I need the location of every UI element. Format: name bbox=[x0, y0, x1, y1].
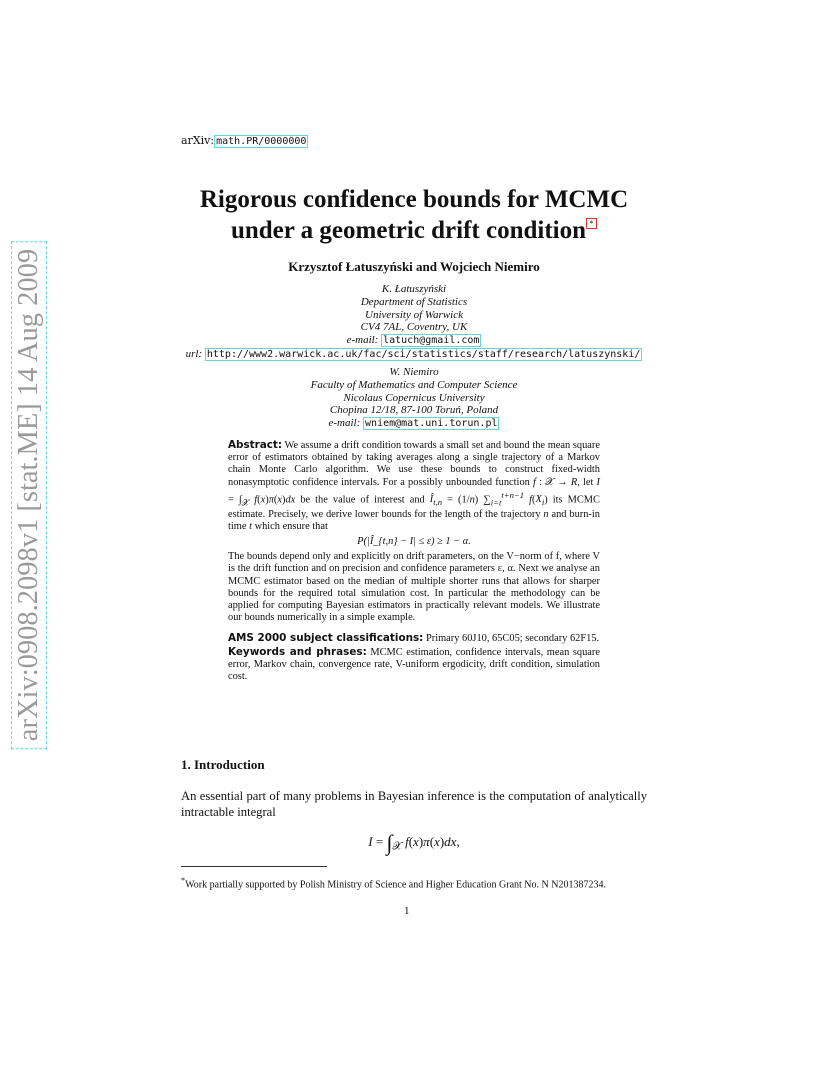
title-line-2 bbox=[140, 215, 688, 246]
aff2-univ: Nicolaus Copernicus University bbox=[343, 391, 485, 404]
affiliation-1 bbox=[140, 283, 688, 362]
abstract-p1-e: which ensure that bbox=[254, 520, 328, 532]
section-title: Introduction bbox=[194, 757, 265, 772]
section-number: 1. bbox=[181, 757, 191, 772]
abstract-p1-a: We assume a drift condition towards a small set and bound the mean square error of estimators obtained by taking averages along a single trajectory of a Markov chain Monte Carlo algorithm. We use these bounds to construct fixed-width nonasymptotic confidence intervals. For a possibly unbounded function bbox=[228, 440, 600, 488]
keywords bbox=[228, 646, 600, 684]
ams-label: AMS 2000 subject classifications: bbox=[228, 632, 424, 645]
abstract-equation: P(|Î_{t,n} − I| ≤ ε) ≥ 1 − α. bbox=[357, 535, 471, 547]
arxiv-header bbox=[181, 134, 308, 147]
abstract-label: Abstract: bbox=[228, 439, 283, 451]
ams-classification bbox=[228, 632, 600, 645]
math-estimator-def: $Î_{t,n}$ bbox=[429, 494, 443, 508]
keywords-text: MCMC estimation, confidence intervals, mean square error, Markov chain, convergence rate, V-uniform ergodicity, drift condition, simulation cost. bbox=[228, 646, 600, 682]
footnote-rule bbox=[181, 866, 327, 867]
aff1-url-row bbox=[140, 348, 688, 362]
aff2-email-row bbox=[140, 417, 688, 431]
aff1-email-link[interactable]: latuch@gmail.com bbox=[383, 335, 480, 347]
aff1-univ: University of Warwick bbox=[365, 308, 463, 321]
abstract-p1-c: its MCMC estimate. Precisely, we derive lower bounds for the length of the trajectory bbox=[228, 494, 600, 520]
arxiv-prefix: arXiv: bbox=[181, 134, 215, 147]
paper-title bbox=[140, 184, 688, 246]
aff1-email-label: e-mail: bbox=[346, 334, 379, 347]
title-line-1: Rigorous confidence bounds for MCMC bbox=[199, 186, 629, 213]
page-number: 1 bbox=[404, 905, 410, 917]
affiliation-2 bbox=[140, 366, 688, 431]
footnote bbox=[181, 874, 651, 891]
abstract-p2: The bounds depend only and explicitly on drift parameters, on the V−norm of f, where V is the drift function and on precision and confidence parameters ε, α. Next we analyse an MCMC estimator based on the median of multiple shorter runs that allows for sharper bounds for the required total simulation cost. In particular the methodology can be applied for computing Bayesian estimators in practically relevant models. We illustrate our bounds numerically in a simple example. bbox=[228, 551, 600, 624]
arxiv-side-stamp bbox=[4, 245, 54, 745]
abstract bbox=[228, 439, 600, 683]
arxiv-id-link[interactable]: math.PR/0000000 bbox=[216, 136, 307, 147]
aff2-email-label: e-mail: bbox=[328, 417, 361, 430]
aff1-dept: Department of Statistics bbox=[360, 295, 468, 308]
math-function-def: f bbox=[533, 476, 536, 488]
authors: Krzysztof Łatuszyński and Wojciech Niemiro bbox=[288, 259, 540, 274]
section-heading bbox=[181, 757, 265, 773]
footnote-star: * bbox=[181, 876, 186, 885]
aff1-url-link[interactable]: http://www2.warwick.ac.uk/fac/sci/statistics/staff/research/latuszynski/ bbox=[206, 348, 641, 360]
aff1-addr: CV4 7AL, Coventry, UK bbox=[360, 321, 468, 334]
aff1-url-label: url: bbox=[185, 347, 203, 360]
ams-text: Primary 60J10, 65C05; secondary 62F15. bbox=[425, 633, 600, 645]
footnote-text: Work partially supported by Polish Ministry of Science and Higher Education Grant No. N N201387234. bbox=[185, 879, 606, 891]
aff2-addr: Chopina 12/18, 87-100 Toruń, Poland bbox=[329, 404, 499, 417]
aff1-name: K. Łatuszyński bbox=[381, 283, 447, 295]
aff2-email-link[interactable]: wniem@mat.uni.torun.pl bbox=[365, 418, 498, 430]
aff2-name: W. Niemiro bbox=[389, 366, 439, 378]
intro-paragraph: An essential part of many problems in Bayesian inference is the computation of analytically intractable integral bbox=[181, 789, 647, 819]
abstract-p1-b: be the value of interest and bbox=[300, 494, 425, 506]
arxiv-side-stamp-text[interactable]: arXiv:0908.2098v1 [stat.ME] 14 Aug 2009 bbox=[11, 241, 47, 749]
aff2-dept: Faculty of Mathematics and Computer Science bbox=[310, 378, 518, 391]
aff1-email-row bbox=[140, 334, 688, 348]
abstract-p1-d: and burn-in time bbox=[228, 508, 600, 532]
keywords-label: Keywords and phrases: bbox=[228, 645, 367, 658]
footnote-mark-link[interactable]: * bbox=[586, 218, 597, 229]
integral-equation: $I = \int_𝒳$ f(x)π(x)dx, bbox=[368, 830, 460, 855]
abstract-p1: Abstract: We assume a drift condition towards a small set and bound the mean square error of estimators obtained by taking averages along a single trajectory of a Markov chain Monte Carlo algorithm. We use these bounds to construct fixed-width nonasymptotic confidence intervals. For a possibly unbounded function f : 𝒳 → R, let $I = \int_𝒳$ f(x)π(x)dx be the value of interest and $Î_{t,n} = (1/n)$ $\sum_{i=t}^{t+n-1}$ $f(X_i)$ its MCMC estimate. Precisely, we derive lower bounds for the length of the trajectory n and burn-in time t which ensure that bbox=[228, 439, 601, 532]
title-line-2-text: under a geometric drift condition bbox=[230, 217, 587, 244]
